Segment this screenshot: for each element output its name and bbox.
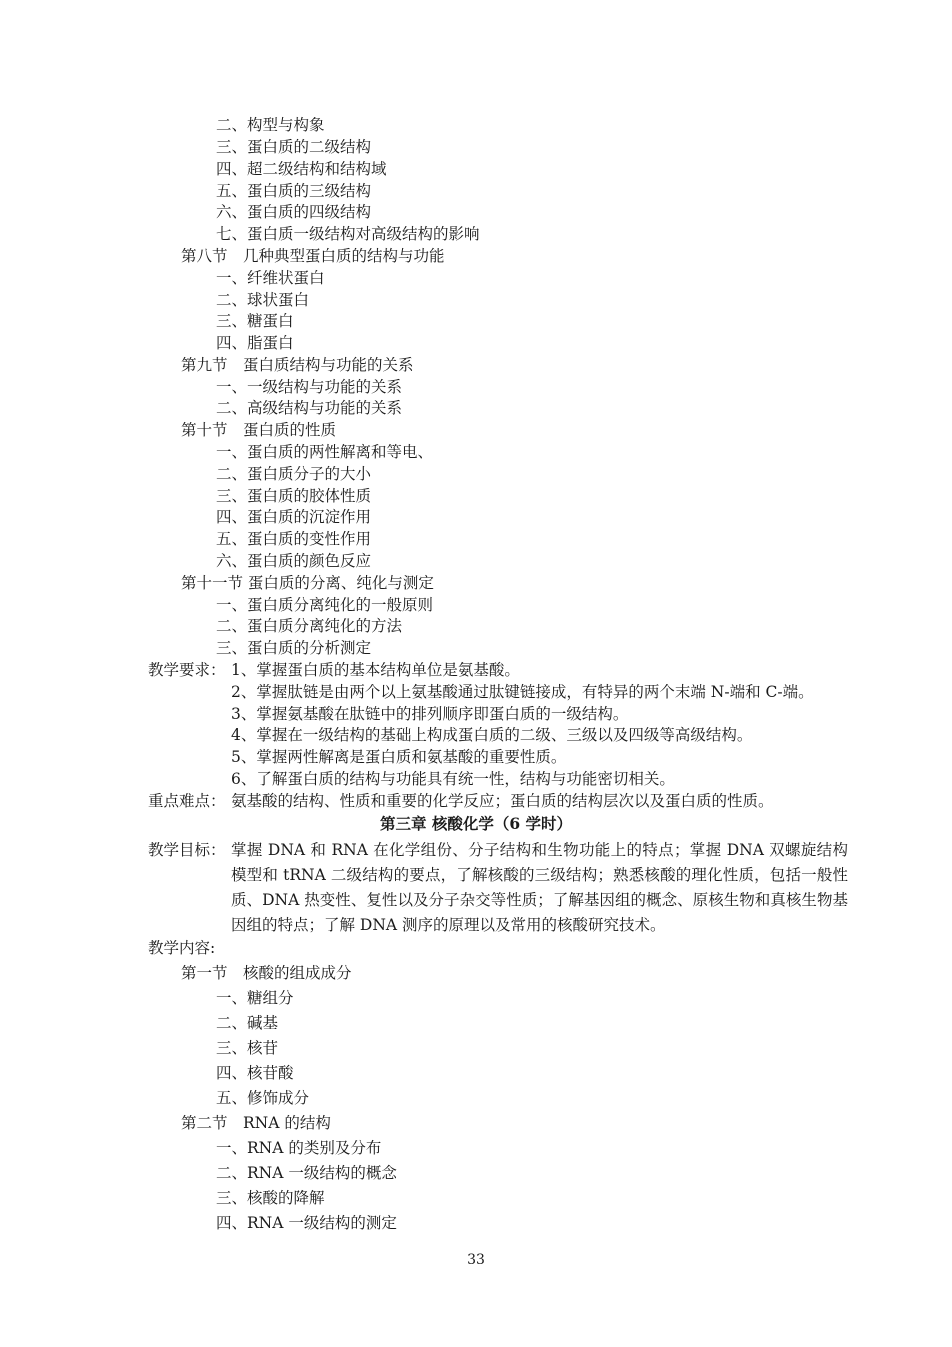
- objectives-text: 掌握 DNA 和 RNA 在化学组份、分子结构和生物功能上的特点；掌握 DNA 双螺旋结构模型和 tRNA 二级结构的要点，了解核酸的三级结构；熟悉核酸的理化性质，包括一般性质、DNA 热变性、复性以及分子杂交等性质；了解基因组的概念、原核生物和真核生物基因组的特点；了解 DNA 测序的原理以及常用的核酸研究技术。: [231, 841, 848, 934]
- outline-item: 二、RNA 一级结构的概念: [216, 1164, 397, 1182]
- requirement-item: 2、掌握肽链是由两个以上氨基酸通过肽键链接成，有特异的两个末端 N-端和 C-端。: [231, 683, 814, 701]
- outline-item: 三、蛋白质的分析测定: [216, 639, 372, 657]
- section-heading: 第一节 核酸的组成成分: [181, 964, 352, 982]
- outline-item: 二、球状蛋白: [216, 291, 310, 309]
- outline-item: 三、核酸的降解: [216, 1189, 325, 1207]
- outline-item: 一、蛋白质分离纯化的一般原则: [216, 596, 434, 614]
- outline-item: 四、RNA 一级结构的测定: [216, 1214, 397, 1232]
- outline-item: 二、碱基: [216, 1014, 279, 1032]
- outline-item: 一、RNA 的类别及分布: [216, 1139, 382, 1157]
- objectives-paragraph: [148, 838, 848, 938]
- outline-item: 四、蛋白质的沉淀作用: [216, 508, 372, 526]
- section-heading: 第八节 几种典型蛋白质的结构与功能: [181, 247, 445, 265]
- outline-item: 二、蛋白质分离纯化的方法: [216, 617, 403, 635]
- outline-item: 五、修饰成分: [216, 1089, 310, 1107]
- section-heading: 第十一节 蛋白质的分离、纯化与测定: [181, 574, 434, 592]
- outline-item: 七、蛋白质一级结构对高级结构的影响: [216, 225, 480, 243]
- outline-item: 二、高级结构与功能的关系: [216, 399, 403, 417]
- key-points-text: 氨基酸的结构、性质和重要的化学反应；蛋白质的结构层次以及蛋白质的性质。: [231, 792, 774, 810]
- objectives-label: 教学目标：: [148, 841, 226, 859]
- outline-item: 一、纤维状蛋白: [216, 269, 325, 287]
- outline-item: 二、蛋白质分子的大小: [216, 465, 372, 483]
- content-label: 教学内容:: [148, 939, 216, 957]
- outline-item: 三、蛋白质的二级结构: [216, 138, 372, 156]
- requirement-item: 5、掌握两性解离是蛋白质和氨基酸的重要性质。: [231, 748, 567, 766]
- requirement-item: 6、了解蛋白质的结构与功能具有统一性，结构与功能密切相关。: [231, 770, 675, 788]
- chapter-title: 第三章 核酸化学（6 学时）: [379, 814, 573, 833]
- outline-item: 四、脂蛋白: [216, 334, 294, 352]
- outline-item: 三、糖蛋白: [216, 312, 294, 330]
- outline-item: 五、蛋白质的变性作用: [216, 530, 372, 548]
- section-heading: 第二节 RNA 的结构: [181, 1114, 331, 1132]
- requirement-item: 1、掌握蛋白质的基本结构单位是氨基酸。: [231, 661, 520, 679]
- key-points-label: 重点难点：: [148, 792, 226, 810]
- outline-item: 一、糖组分: [216, 989, 294, 1007]
- requirement-item: 3、掌握氨基酸在肽链中的排列顺序即蛋白质的一级结构。: [231, 705, 629, 723]
- outline-item: 二、构型与构象: [216, 116, 325, 134]
- outline-item: 六、蛋白质的颜色反应: [216, 552, 372, 570]
- outline-item: 六、蛋白质的四级结构: [216, 203, 372, 221]
- requirement-item: 4、掌握在一级结构的基础上构成蛋白质的二级、三级以及四级等高级结构。: [231, 726, 753, 744]
- outline-item: 四、超二级结构和结构域: [216, 160, 387, 178]
- outline-item: 四、核苷酸: [216, 1064, 294, 1082]
- outline-item: 三、蛋白质的胶体性质: [216, 487, 372, 505]
- section-heading: 第九节 蛋白质结构与功能的关系: [181, 356, 414, 374]
- outline-item: 三、核苷: [216, 1039, 279, 1057]
- page-number: 33: [467, 1252, 485, 1268]
- outline-item: 一、蛋白质的两性解离和等电、: [216, 443, 434, 461]
- outline-item: 五、蛋白质的三级结构: [216, 182, 372, 200]
- section-heading: 第十节 蛋白质的性质: [181, 421, 337, 439]
- outline-item: 一、一级结构与功能的关系: [216, 378, 403, 396]
- requirements-label: 教学要求：: [148, 661, 226, 679]
